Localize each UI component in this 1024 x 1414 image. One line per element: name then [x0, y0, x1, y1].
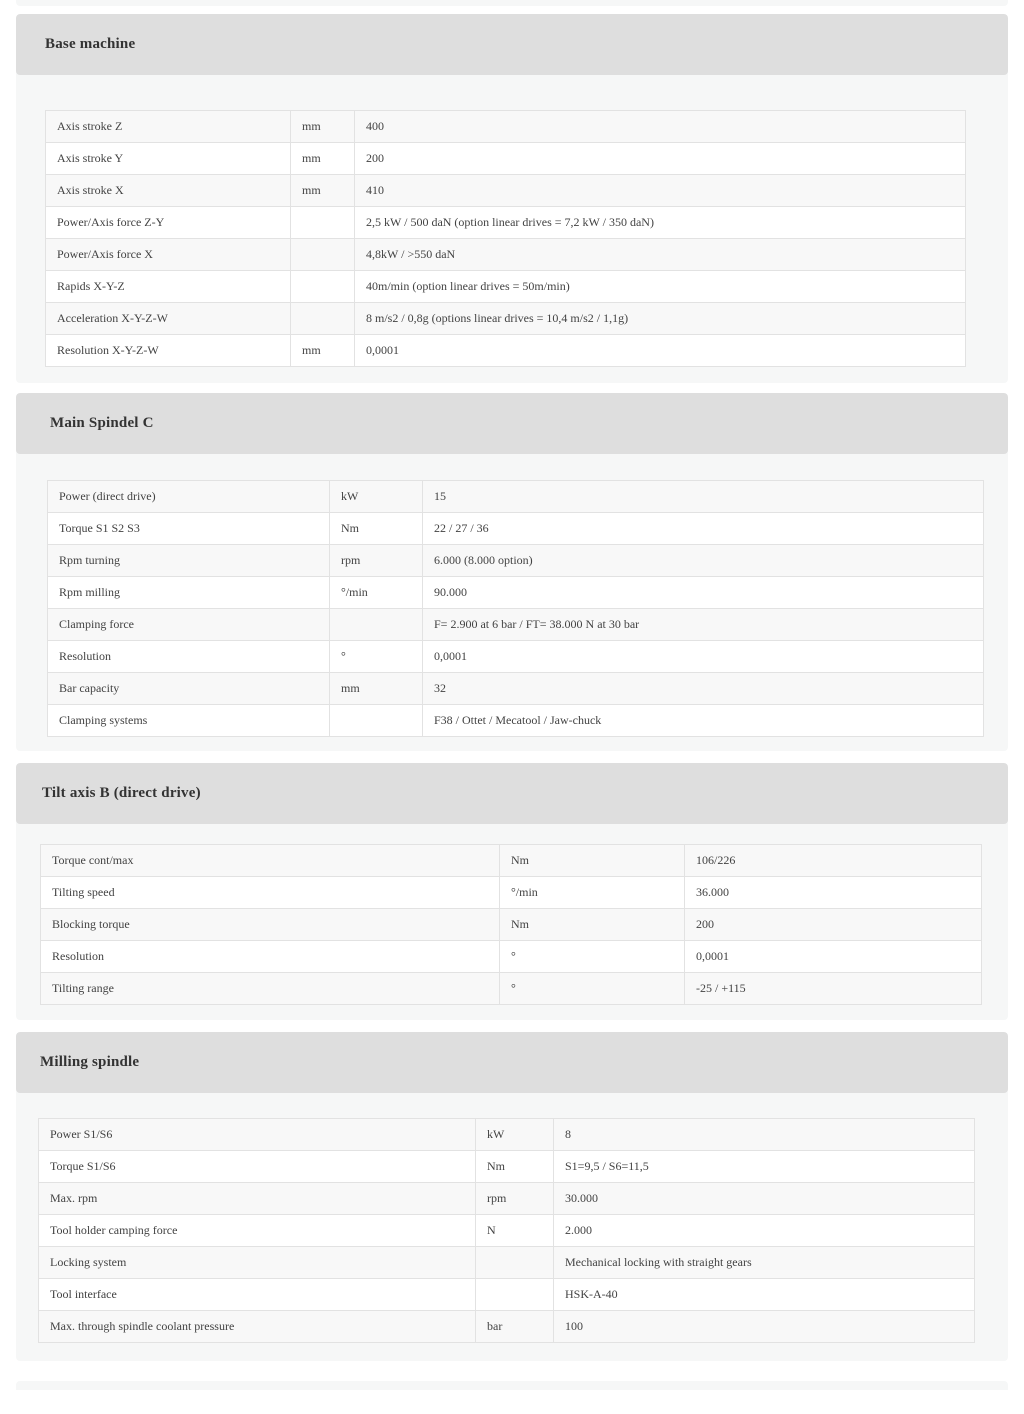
- spec-label: Clamping force: [48, 609, 330, 641]
- spec-value: 90.000: [423, 577, 984, 609]
- spec-label: Rapids X-Y-Z: [46, 271, 291, 303]
- spec-value: 36.000: [685, 877, 982, 909]
- spec-label: Power S1/S6: [39, 1119, 476, 1151]
- spec-value: Mechanical locking with straight gears: [554, 1247, 975, 1279]
- spec-value: 4,8kW / >550 daN: [355, 239, 966, 271]
- spec-label: Resolution: [48, 641, 330, 673]
- spec-label: Tool holder camping force: [39, 1215, 476, 1247]
- spec-row: [46, 111, 966, 143]
- section-title: Milling spindle: [40, 1054, 140, 1070]
- spec-unit: bar: [476, 1311, 554, 1343]
- spec-row: [39, 1247, 975, 1279]
- spec-label: Power (direct drive): [48, 481, 330, 513]
- spec-row: [41, 973, 982, 1005]
- section-main-spindel-c: [16, 393, 1008, 751]
- spec-label: Rpm milling: [48, 577, 330, 609]
- spec-row: [46, 303, 966, 335]
- spec-value: 2.000: [554, 1215, 975, 1247]
- section-milling-spindle: [16, 1032, 1008, 1361]
- spec-row: [41, 845, 982, 877]
- spec-row: [39, 1311, 975, 1343]
- spec-value: HSK-A-40: [554, 1279, 975, 1311]
- spec-label: Rpm turning: [48, 545, 330, 577]
- adjacent-section-remnant-bottom: [16, 1381, 1008, 1390]
- spec-label: Torque S1/S6: [39, 1151, 476, 1183]
- spec-value: 30.000: [554, 1183, 975, 1215]
- spec-table-milling-spindle: [38, 1118, 975, 1343]
- spec-table-tilt-axis-b: [40, 844, 982, 1005]
- spec-row: [46, 207, 966, 239]
- spec-value: F38 / Ottet / Mecatool / Jaw-chuck: [423, 705, 984, 737]
- spec-unit: [291, 239, 355, 271]
- spec-row: [48, 577, 984, 609]
- section-header-tilt-axis-b: [16, 763, 1008, 824]
- spec-unit: [291, 207, 355, 239]
- spec-label: Acceleration X-Y-Z-W: [46, 303, 291, 335]
- spec-value: S1=9,5 / S6=11,5: [554, 1151, 975, 1183]
- spec-label: Torque cont/max: [41, 845, 500, 877]
- spec-label: Axis stroke Z: [46, 111, 291, 143]
- spec-label: Locking system: [39, 1247, 476, 1279]
- spec-row: [48, 513, 984, 545]
- section-header-milling-spindle: [16, 1032, 1008, 1093]
- spec-value: 40m/min (option linear drives = 50m/min): [355, 271, 966, 303]
- spec-row: [46, 175, 966, 207]
- spec-row: [48, 673, 984, 705]
- spec-value: 6.000 (8.000 option): [423, 545, 984, 577]
- spec-value: 15: [423, 481, 984, 513]
- spec-unit: [476, 1247, 554, 1279]
- spec-label: Torque S1 S2 S3: [48, 513, 330, 545]
- spec-value: 0,0001: [685, 941, 982, 973]
- spec-row: [41, 877, 982, 909]
- spec-label: Resolution: [41, 941, 500, 973]
- spec-value: F= 2.900 at 6 bar / FT= 38.000 N at 30 bar: [423, 609, 984, 641]
- spec-value: 32: [423, 673, 984, 705]
- section-title: Tilt axis B (direct drive): [42, 785, 201, 801]
- spec-value: 2,5 kW / 500 daN (option linear drives = 7,2 kW / 350 daN): [355, 207, 966, 239]
- section-base-machine: [16, 14, 1008, 383]
- spec-value: 400: [355, 111, 966, 143]
- spec-value: 0,0001: [355, 335, 966, 367]
- spec-unit: mm: [291, 175, 355, 207]
- spec-unit: °: [330, 641, 423, 673]
- spec-row: [39, 1279, 975, 1311]
- spec-table-main-spindel-c: [47, 480, 984, 737]
- spec-label: Tilting range: [41, 973, 500, 1005]
- spec-table-base-machine: [45, 110, 966, 367]
- spec-label: Power/Axis force Z-Y: [46, 207, 291, 239]
- section-title: Main Spindel C: [50, 415, 154, 431]
- spec-row: [48, 545, 984, 577]
- spec-unit: Nm: [476, 1151, 554, 1183]
- spec-value: 200: [355, 143, 966, 175]
- spec-unit: °/min: [330, 577, 423, 609]
- spec-unit: [291, 303, 355, 335]
- spec-unit: mm: [330, 673, 423, 705]
- spec-unit: kW: [330, 481, 423, 513]
- spec-value: 22 / 27 / 36: [423, 513, 984, 545]
- spec-unit: rpm: [476, 1183, 554, 1215]
- spec-label: Axis stroke X: [46, 175, 291, 207]
- section-title: Base machine: [45, 36, 136, 52]
- spec-row: [41, 909, 982, 941]
- spec-label: Max. through spindle coolant pressure: [39, 1311, 476, 1343]
- spec-unit: kW: [476, 1119, 554, 1151]
- spec-label: Tool interface: [39, 1279, 476, 1311]
- spec-label: Max. rpm: [39, 1183, 476, 1215]
- spec-value: 200: [685, 909, 982, 941]
- spec-row: [39, 1151, 975, 1183]
- spec-unit: Nm: [500, 845, 685, 877]
- spec-value: 8: [554, 1119, 975, 1151]
- spec-unit: mm: [291, 111, 355, 143]
- spec-row: [46, 335, 966, 367]
- spec-row: [39, 1119, 975, 1151]
- spec-row: [46, 143, 966, 175]
- spec-label: Power/Axis force X: [46, 239, 291, 271]
- spec-label: Bar capacity: [48, 673, 330, 705]
- spec-value: 0,0001: [423, 641, 984, 673]
- spec-value: 100: [554, 1311, 975, 1343]
- spec-label: Clamping systems: [48, 705, 330, 737]
- spec-unit: °: [500, 941, 685, 973]
- spec-row: [48, 705, 984, 737]
- spec-value: 106/226: [685, 845, 982, 877]
- section-header-base-machine: [16, 14, 1008, 75]
- section-tilt-axis-b: [16, 763, 1008, 1020]
- spec-unit: Nm: [330, 513, 423, 545]
- section-header-main-spindel-c: [16, 393, 1008, 454]
- spec-row: [48, 481, 984, 513]
- spec-value: 8 m/s2 / 0,8g (options linear drives = 10,4 m/s2 / 1,1g): [355, 303, 966, 335]
- spec-row: [46, 239, 966, 271]
- spec-label: Resolution X-Y-Z-W: [46, 335, 291, 367]
- spec-unit: mm: [291, 335, 355, 367]
- adjacent-section-remnant-top: [16, 0, 1008, 6]
- spec-unit: rpm: [330, 545, 423, 577]
- spec-value: -25 / +115: [685, 973, 982, 1005]
- spec-row: [39, 1215, 975, 1247]
- spec-unit: [476, 1279, 554, 1311]
- spec-row: [48, 609, 984, 641]
- spec-unit: °: [500, 973, 685, 1005]
- spec-label: Tilting speed: [41, 877, 500, 909]
- spec-row: [39, 1183, 975, 1215]
- spec-label: Axis stroke Y: [46, 143, 291, 175]
- spec-unit: N: [476, 1215, 554, 1247]
- spec-unit: [291, 271, 355, 303]
- spec-unit: mm: [291, 143, 355, 175]
- spec-unit: [330, 705, 423, 737]
- spec-unit: [330, 609, 423, 641]
- spec-row: [41, 941, 982, 973]
- spec-value: 410: [355, 175, 966, 207]
- spec-row: [46, 271, 966, 303]
- spec-unit: Nm: [500, 909, 685, 941]
- spec-label: Blocking torque: [41, 909, 500, 941]
- spec-unit: °/min: [500, 877, 685, 909]
- spec-row: [48, 641, 984, 673]
